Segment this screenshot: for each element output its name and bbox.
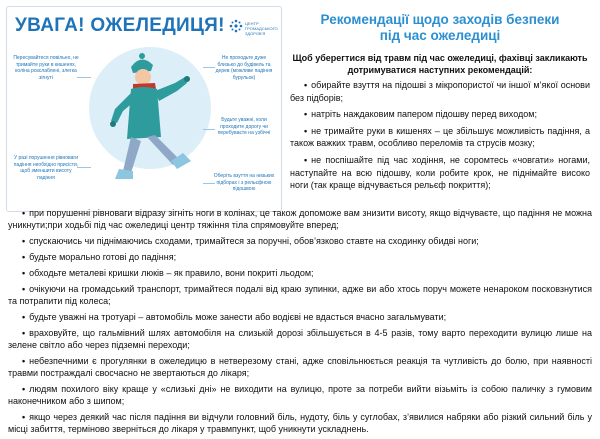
- tip-walk-slowly: Пересувайтеся повільно, не тримайте руки в кишенях, коліна розслаблені, злегка зігнуті: [13, 55, 79, 81]
- recommendations-list-top: [290, 79, 590, 196]
- bullet: •: [22, 252, 26, 262]
- list-item: [8, 327, 592, 351]
- tip-line: [77, 167, 91, 168]
- list-item: [8, 267, 592, 279]
- tip-buildings-icicles: Не проходьте дуже близько до будівель та дерев (можливе падіння бурульок): [215, 55, 273, 81]
- poster-image: [6, 6, 282, 212]
- list-item: [8, 251, 592, 263]
- public-health-logo-icon: [229, 19, 243, 33]
- list-item-text: не тримайте руки в кишенях – це збільшує можливість падіння, а також важких травм, особливо переломів та струсів мозку;: [290, 125, 590, 149]
- list-item: [290, 154, 590, 192]
- list-item-text: обирайте взуття на підошві з мікропористої чи іншої м’якої основи без підборів;: [290, 80, 590, 103]
- list-item: [8, 383, 592, 407]
- bullet: •: [304, 80, 308, 90]
- list-item-text: людям похилого віку краще у «слизькі дні» не виходити на вулицю, проте за потреби вийти візьміть із собою паличку з гумовим наконечником або з шипом;: [8, 384, 592, 406]
- slipping-person-illustration: [93, 47, 213, 207]
- poster-title: УВАГА! ОЖЕЛЕДИЦЯ!: [15, 15, 225, 36]
- tip-line: [203, 67, 215, 68]
- bullet: •: [22, 384, 26, 394]
- list-item-text: не поспішайте під час ходіння, не соромтесь «човгати» ногами, наступайте на всю підошву, коли робите крок, не піднімайте високо ноги (так краще відчувається рельєф покриття);: [290, 154, 590, 191]
- tip-shoes: Оберіть взуття на низьких підборах і з рельєфною підошвою: [213, 173, 275, 192]
- bullet: •: [22, 356, 26, 366]
- bullet: •: [304, 154, 308, 165]
- tip-road-attention: Будьте уважні, коли проходите дорогу чи перебуваєте на узбіччі: [217, 117, 271, 136]
- bullet: •: [22, 236, 26, 246]
- tip-line: [77, 77, 91, 78]
- bullet: •: [22, 284, 26, 294]
- tip-line: [203, 183, 215, 184]
- list-item-text: враховуйте, що гальмівний шлях автомобіля на слизькій дорозі збільшується в 4-5 разів, тому варто переходити вулицю лише на зелене світло або через підземні переходи;: [8, 328, 592, 350]
- list-item-text: натріть наждаковим папером підошву перед виходом;: [311, 109, 537, 120]
- title-line-1: Рекомендації щодо заходів безпеки: [320, 12, 560, 27]
- page-title: [290, 12, 590, 44]
- list-item-text: небезпечними є прогулянки в ожеледицю в нетверезому стані, адже сповільнюється реакція та чутливість до болю, при наявності травми постраждалі свосчасно не звертаються до лікаря;: [8, 356, 592, 378]
- tip-line: [203, 129, 215, 130]
- bullet: •: [22, 312, 26, 322]
- list-item: [8, 283, 592, 307]
- list-item: [290, 79, 590, 104]
- list-item-text: при порушенні рівноваги відразу зігніть ноги в колінах, це також допоможе вам знизити висоту, якщо відчуваєте, що падіння не можна уникнути;при ходьбі під час ожеледиці центр тяжіння тіла спрямовуйте вперед;: [8, 208, 592, 230]
- list-item: [290, 125, 590, 150]
- tip-squat-when-falling: У разі порушення рівноваги падіння необхідно присісти, щоб зменшити висоту падіння: [13, 155, 79, 181]
- title-line-2: під час ожеледиці: [379, 28, 501, 43]
- bullet: •: [22, 208, 26, 218]
- list-item: [8, 235, 592, 247]
- list-item-text: спускаючись чи піднімаючись сходами, тримайтеся за поручні, обов’язково ставте на сходинку обидві ноги;: [29, 236, 479, 246]
- list-item: [8, 207, 592, 231]
- list-item: [8, 355, 592, 379]
- list-item: [290, 108, 590, 121]
- list-item-text: обходьте металеві кришки люків – як правило, вони покриті льодом;: [29, 268, 314, 278]
- bullet: •: [304, 109, 308, 120]
- recommendations-list-bottom: [8, 207, 592, 439]
- intro-text: Щоб уберегтися від травм під час ожеледиці, фахівці закликають дотримуватися наступних рекомендацій:: [292, 53, 588, 75]
- list-item: [8, 411, 592, 435]
- bullet: •: [304, 125, 308, 136]
- list-item-text: будьте уважні на тротуарі – автомобіль може занести або водієві не вдасться вчасно загальмувати;: [29, 312, 447, 322]
- logo-text: ЦЕНТР ГРОМАДСЬКОГО ЗДОРОВ'Я: [245, 21, 278, 36]
- bullet: •: [22, 328, 26, 338]
- bullet: •: [22, 268, 26, 278]
- bullet: •: [22, 412, 26, 422]
- list-item-text: якщо через деякий час після падіння ви відчули головний біль, нудоту, біль у суглобах, з’явилися набряки або різкий сильний біль у місці забиття, терміново зверніться до лікаря у травмпункт, щоб уникнути ускладнень.: [8, 412, 592, 434]
- list-item-text: очікуючи на громадський транспорт, тримайтеся подалі від краю зупинки, адже ви або хтось поруч можете ненароком посковзнутися та потрапити під колеса;: [8, 284, 592, 306]
- list-item: [8, 311, 592, 323]
- list-item-text: будьте морально готові до падіння;: [29, 252, 177, 262]
